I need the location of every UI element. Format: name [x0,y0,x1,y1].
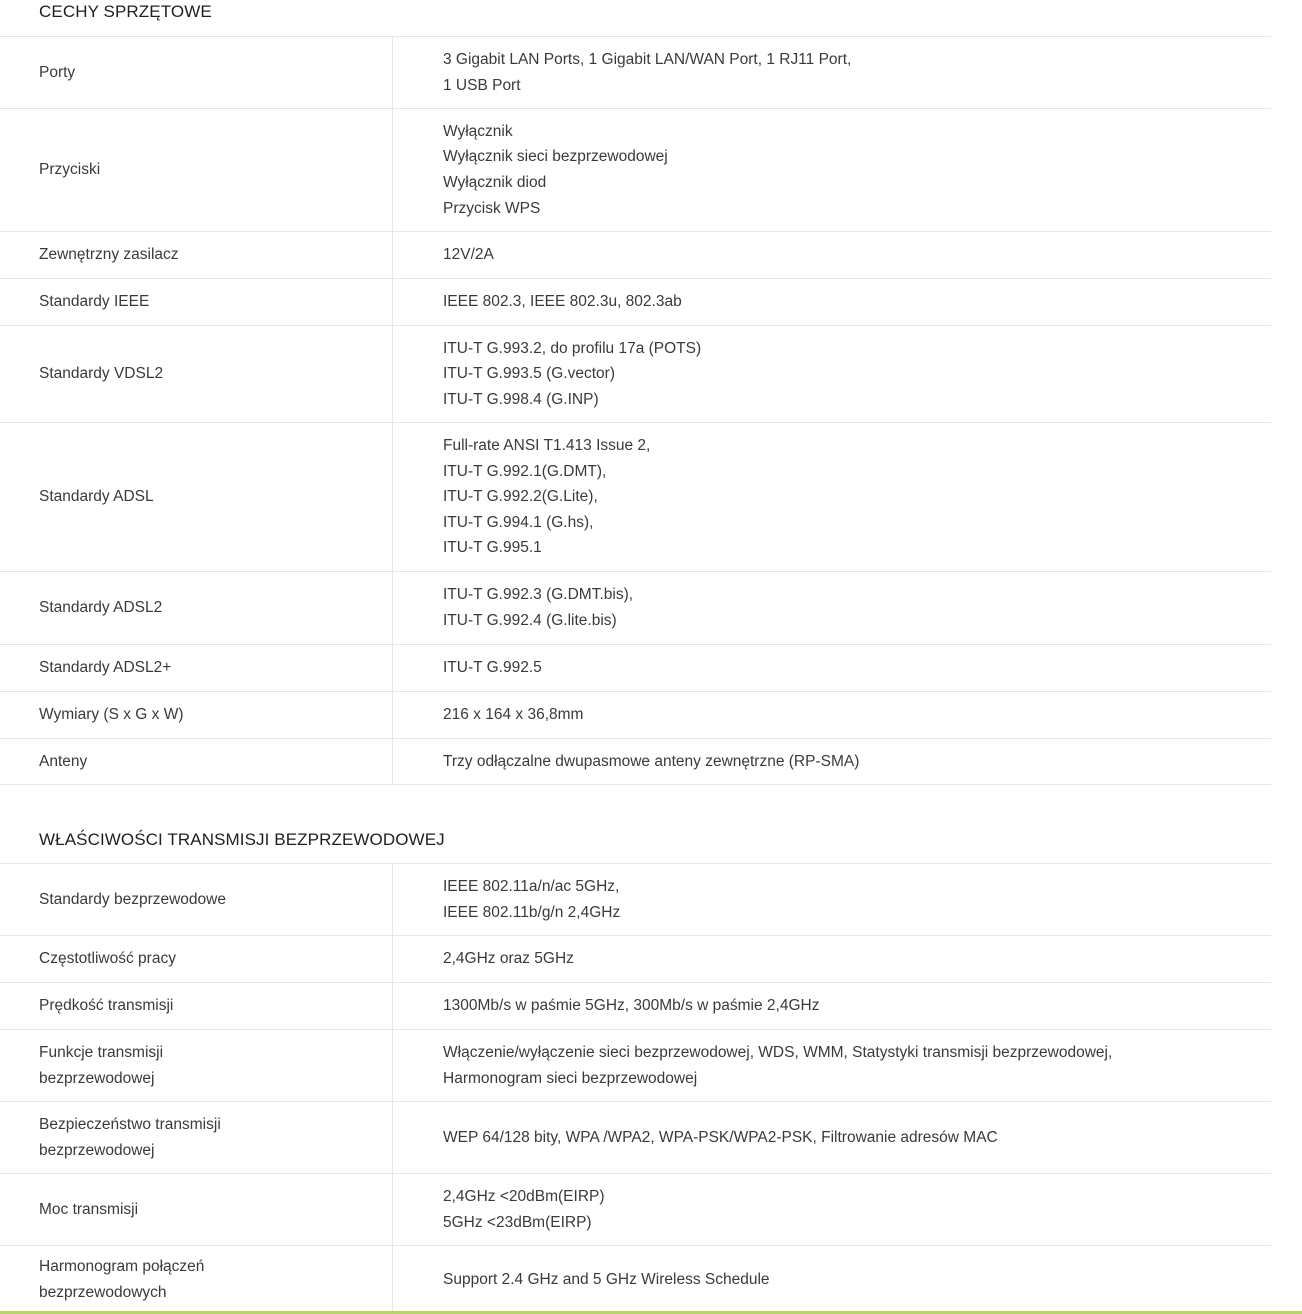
spec-value-line: 2,4GHz oraz 5GHz [443,950,574,968]
spec-value-line: ITU-T G.992.3 (G.DMT.bis), [443,586,634,604]
spec-row [0,983,1271,1030]
spec-value-line: Wyłącznik diod [443,174,547,191]
spec-label: Anteny [0,739,393,784]
spec-label: Standardy ADSL2+ [0,645,393,691]
spec-value-line: ITU-T G.992.2(G.Lite), [443,488,598,506]
spec-value-line: ITU-T G.993.2, do profilu 17a (POTS) [443,339,702,357]
spec-value-line: ITU-T G.992.4 (G.lite.bis) [443,612,617,629]
hardware-spec-table [0,37,1271,785]
spec-value-line: Support 2.4 GHz and 5 GHz Wireless Schedule [443,1270,770,1288]
spec-label: Standardy VDSL2 [0,326,393,422]
spec-label: Częstotliwość pracy [0,936,393,982]
spec-value [393,37,1271,108]
spec-row [0,109,1271,232]
section-title-hardware: CECHY SPRZĘTOWE [0,0,1271,37]
spec-value-line: 12V/2A [443,246,494,264]
spec-row [0,423,1271,572]
section-title-wireless: WŁAŚCIWOŚCI TRANSMISJI BEZPRZEWODOWEJ [0,811,1271,864]
spec-value-line: 2,4GHz <20dBm(EIRP) [443,1187,605,1205]
spec-value-line: 1300Mb/s w paśmie 5GHz, 300Mb/s w paśmie 2,4GHz [443,997,820,1015]
spec-value-line: Full-rate ANSI T1.413 Issue 2, [443,437,651,455]
spec-value [393,1246,1271,1313]
spec-value-line: Harmonogram sieci bezprzewodowej [443,1069,698,1087]
spec-value-line: Trzy odłączalne dwupasmowe anteny zewnętrzne (RP-SMA) [443,752,860,770]
spec-value-line: Włączenie/wyłączenie sieci bezprzewodowej, WDS, WMM, Statystyki transmisji bezprzewodowej, [443,1043,1113,1061]
spec-label: Zewnętrzny zasilacz [0,232,393,278]
spec-row [0,279,1271,326]
spec-row [0,1246,1271,1314]
spec-value [393,864,1271,935]
spec-label: Standardy ADSL2 [0,572,393,644]
spec-row [0,572,1271,645]
spec-label: Bezpieczeństwo transmisji bezprzewodowej [0,1102,393,1173]
spec-row [0,692,1271,739]
spec-row [0,936,1271,983]
spec-label: Prędkość transmisji [0,983,393,1029]
spec-row [0,1030,1271,1102]
spec-value-line: ITU-T G.992.5 [443,659,542,677]
spec-value-line: 216 x 164 x 36,8mm [443,706,584,724]
wireless-spec-table [0,864,1271,1314]
spec-row [0,1102,1271,1174]
spec-value [393,692,1271,738]
spec-value-line: IEEE 802.11b/g/n 2,4GHz [443,903,621,921]
spec-label: Standardy ADSL [0,423,393,571]
spec-value [393,326,1271,422]
spec-row [0,1174,1271,1246]
spec-label: Standardy bezprzewodowe [0,864,393,935]
spec-value-line: ITU-T G.998.4 (G.INP) [443,390,599,408]
spec-row [0,37,1271,109]
spec-value [393,109,1271,231]
spec-value [393,572,1271,644]
spec-label: Porty [0,37,393,108]
spec-label: Wymiary (S x G x W) [0,692,393,738]
spec-row [0,232,1271,279]
spec-label: Standardy IEEE [0,279,393,325]
spec-row [0,739,1271,785]
spec-value-line: IEEE 802.11a/n/ac 5GHz, [443,877,620,895]
spec-value-line: 5GHz <23dBm(EIRP) [443,1213,592,1231]
spec-value-line: IEEE 802.3, IEEE 802.3u, 802.3ab [443,293,682,311]
spec-value-line: 3 Gigabit LAN Ports, 1 Gigabit LAN/WAN Port, 1 RJ11 Port, [443,50,852,68]
spec-value [393,1030,1271,1101]
spec-value-line: ITU-T G.993.5 (G.vector) [443,365,615,383]
spec-label: Moc transmisji [0,1174,393,1245]
spec-value [393,1102,1271,1173]
spec-label: Harmonogram połączeń bezprzewodowych [0,1246,393,1313]
spec-value [393,739,1271,784]
spec-value [393,936,1271,982]
spec-value-line: 1 USB Port [443,76,521,94]
spec-value-line: Przycisk WPS [443,199,541,217]
spec-value-line: ITU-T G.995.1 [443,539,542,557]
spec-row [0,326,1271,423]
spec-value [393,232,1271,278]
spec-value [393,645,1271,691]
spec-row [0,864,1271,936]
spec-label: Przyciski [0,109,393,231]
spec-value-line: ITU-T G.992.1(G.DMT), [443,462,607,480]
spec-value-line: WEP 64/128 bity, WPA /WPA2, WPA-PSK/WPA2-PSK, Filtrowanie adresów MAC [443,1128,998,1146]
spec-value [393,1174,1271,1245]
spec-value-line: ITU-T G.994.1 (G.hs), [443,513,594,531]
spec-value [393,423,1271,571]
spec-row [0,645,1271,692]
spec-value [393,279,1271,325]
spec-label: Funkcje transmisji bezprzewodowej [0,1030,393,1101]
spec-value [393,983,1271,1029]
spec-value-line: Wyłącznik [443,122,513,140]
spec-value-line: Wyłącznik sieci bezprzewodowej [443,148,668,166]
